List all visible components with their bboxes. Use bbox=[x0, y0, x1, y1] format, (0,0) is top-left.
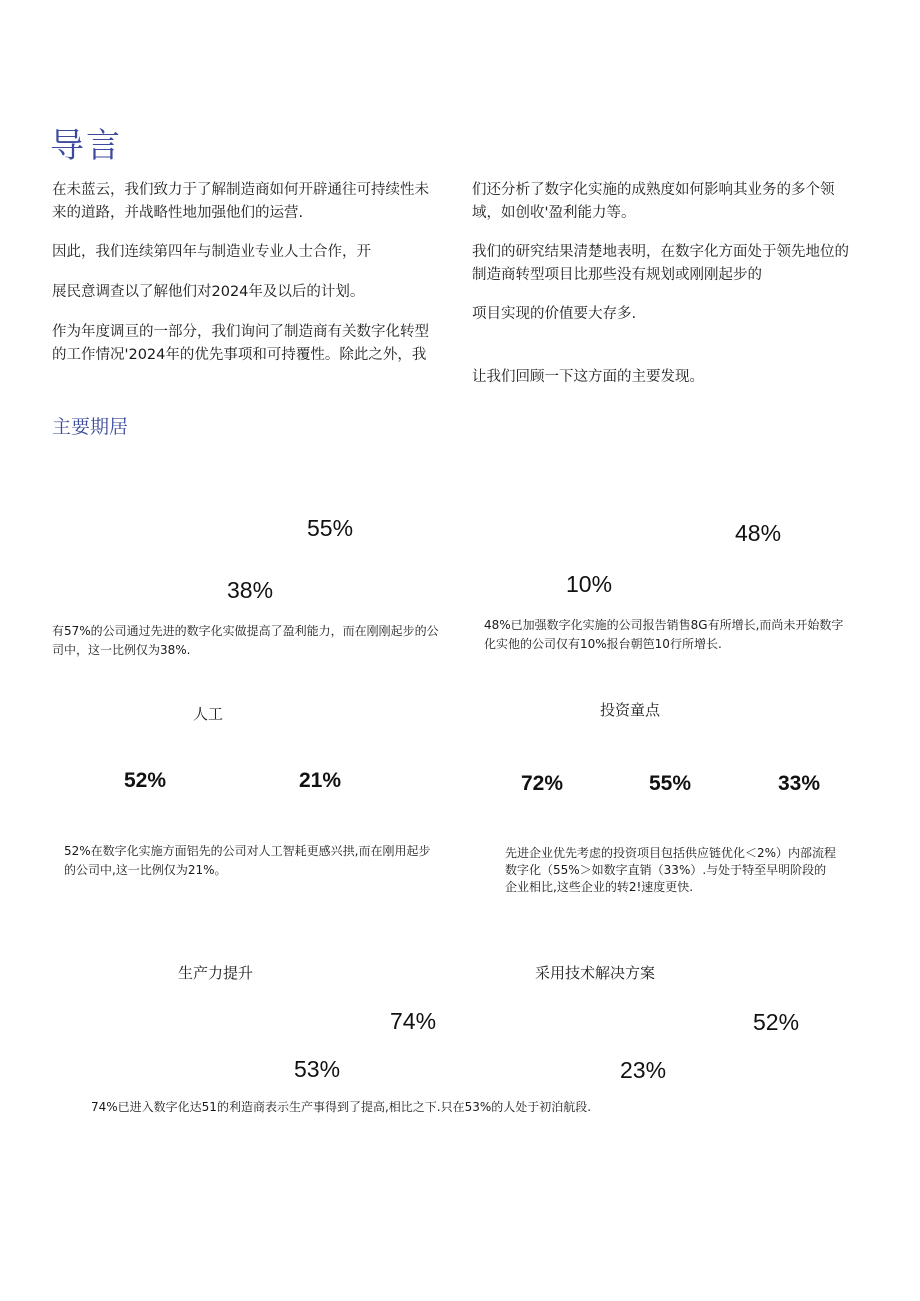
productivity-caption: 74%已进入数字化达51的利造商表示生产事得到了提高,相比之下.只在53%的人处于初泊航段. bbox=[91, 1100, 592, 1114]
intro-left-line-3: 因此，我们连续第四年与制造业专业人士合作，开 bbox=[52, 244, 371, 260]
tech-advanced-pct: 52% bbox=[753, 1009, 800, 1035]
profit-advanced-pct: 55% bbox=[307, 515, 354, 541]
intro-right-line-6: 让我们回顾一下这方面的主要发现。 bbox=[472, 369, 704, 385]
intro-right-line-5: 项目实现的价值要大存多. bbox=[472, 306, 637, 322]
sales-advanced-pct: 48% bbox=[735, 520, 782, 546]
intro-left-line-4: 展民意调查以了解他们对2024年及以后的计划。 bbox=[52, 284, 365, 300]
profit-caption-line-2: 司中，这一比例仅为38%. bbox=[52, 643, 191, 657]
sales-caption-line-2: 化实他的公司仅有10%报台朝笆10行所增长. bbox=[484, 637, 722, 651]
ai-starter-pct: 21% bbox=[299, 769, 342, 792]
productivity-starter-pct: 53% bbox=[294, 1056, 341, 1082]
intro-right-line-2: 域，如创收'盈利能力等。 bbox=[472, 205, 636, 221]
productivity-label: 生产力提升 bbox=[178, 964, 254, 982]
intro-right-line-3: 我们的研究结果清楚地表明，在数字化方面处于领先地位的 bbox=[472, 244, 849, 260]
ai-caption-line-2: 的公司中,这一比例仅为21%。 bbox=[64, 863, 227, 877]
invest-supply-chain-pct: 72% bbox=[521, 772, 564, 795]
ai-advanced-pct: 52% bbox=[124, 769, 167, 792]
intro-left-line-2: 来的道路，并战略性地加强他们的运营. bbox=[52, 205, 304, 221]
findings-heading: 主要期居 bbox=[52, 416, 129, 438]
profit-caption-line-1: 有57%的公司通过先进的数字化实做提高了盈利能力，而在刚刚起步的公 bbox=[52, 624, 439, 638]
intro-right-line-4: 制造商转型项目比那些没有规划或刚刚起步的 bbox=[472, 267, 762, 283]
tech-label: 采用技术解决方案 bbox=[535, 964, 656, 982]
sales-caption-line-1: 48%已加强数字化实施的公司报告销售8G有所增长,而尚未开始数字 bbox=[484, 618, 844, 632]
invest-caption-line-2: 数字化（55%＞如数字直销（33%）.与处于特至早明阶段的 bbox=[505, 863, 827, 877]
profit-starter-pct: 38% bbox=[227, 577, 274, 603]
invest-internal-process-pct: 55% bbox=[649, 772, 692, 795]
invest-caption-line-3: 企业相比,这些企业的转2!速度更快. bbox=[505, 880, 694, 894]
intro-left-line-5: 作为年度调亘的一部分，我们询问了制造商有关数字化转型 bbox=[52, 324, 429, 340]
ai-label: 人工 bbox=[193, 705, 224, 723]
intro-right-line-1: 们还分析了数字化实施的成熟度如何影响其业务的多个领 bbox=[472, 182, 835, 198]
ai-caption-line-1: 52%在数字化实施方面铝先的公司对人工智耗更感兴拱,而在刚用起步 bbox=[64, 844, 431, 858]
invest-caption-line-1: 先进企业优先考虑的投资项目包括供应链优化＜2%）内部流程 bbox=[505, 846, 837, 860]
sales-starter-pct: 10% bbox=[566, 571, 613, 597]
intro-left-line-1: 在未蓝云，我们致力于了解制造商如何开辟通往可持续性未 bbox=[52, 182, 429, 198]
invest-digital-sales-pct: 33% bbox=[778, 772, 821, 795]
tech-starter-pct: 23% bbox=[620, 1057, 667, 1083]
intro-left-line-6: 的工作情况'2024年的优先事项和可持覆性。除此之外，我 bbox=[52, 347, 427, 363]
page-title: 导言 bbox=[50, 126, 122, 166]
invest-label: 投资童点 bbox=[600, 701, 661, 719]
productivity-advanced-pct: 74% bbox=[390, 1008, 437, 1034]
